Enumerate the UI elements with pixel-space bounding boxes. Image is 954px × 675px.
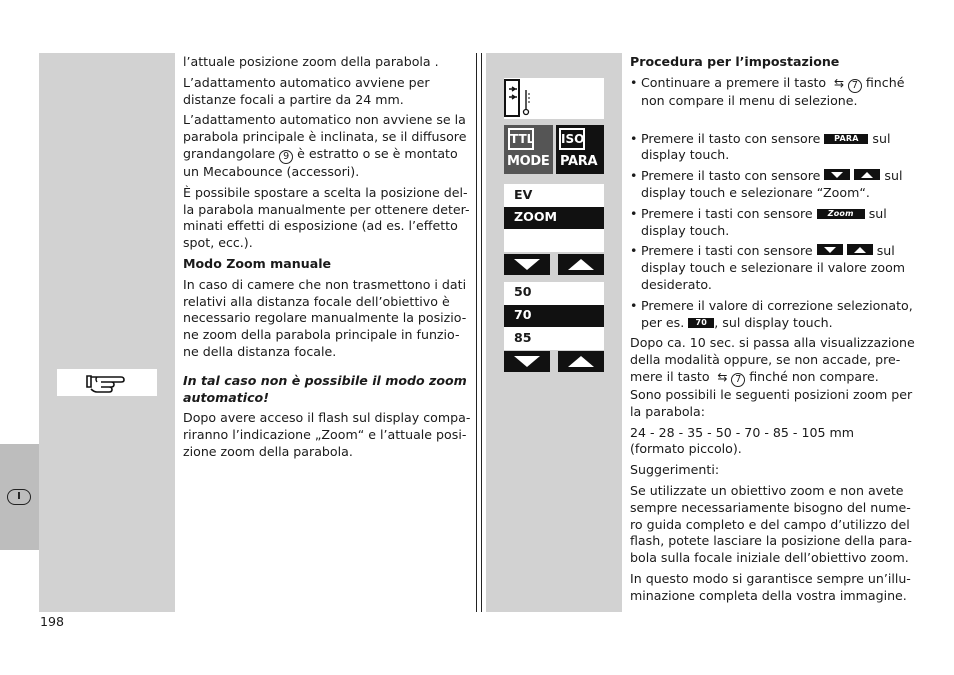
list-item xyxy=(630,75,920,110)
text: non compare il menu di selezione. xyxy=(641,92,858,108)
triangle-down-icon xyxy=(504,351,550,372)
triangle-down-icon xyxy=(504,254,550,275)
mode-label: MODE xyxy=(507,154,550,169)
note-icon-box xyxy=(57,369,157,396)
up-arrow-button[interactable] xyxy=(558,254,604,275)
iso-icon-frame: ISO xyxy=(559,128,585,150)
text: della modalità oppure, se non accade, pre- xyxy=(630,352,901,368)
zoom-value-70[interactable] xyxy=(504,305,604,327)
text-line: relativi alla distanza focale dell’obiettivo è xyxy=(183,293,450,309)
text-line: Se utilizzate un obiettivo zoom e non avete xyxy=(630,482,904,498)
list-item xyxy=(630,206,920,240)
text: Premere il tasto con sensore xyxy=(641,130,821,146)
reference-number: 7 xyxy=(731,373,745,387)
reference-number: 9 xyxy=(279,150,293,164)
paragraph xyxy=(630,483,920,567)
text: sul xyxy=(876,243,895,259)
column-divider xyxy=(476,53,477,612)
swap-arrows-icon: ⇆ xyxy=(830,75,848,90)
down-arrow-button[interactable] xyxy=(504,351,550,372)
text-line: bola sulla focale iniziale dell’obiettivo zoom. xyxy=(630,550,909,566)
zoom-positions: 24 - 28 - 35 - 50 - 70 - 85 - 105 mm xyxy=(630,424,855,440)
text: display touch e selezionare il valore zoom xyxy=(641,260,906,276)
text: mere il tasto xyxy=(630,368,710,384)
instruction-list xyxy=(630,75,920,332)
language-badge xyxy=(7,489,31,505)
para-key-icon: PARA xyxy=(824,134,868,144)
text: Premere il valore di correzione selezionato, xyxy=(641,297,913,313)
text-line: L’adattamento automatico avviene per xyxy=(183,74,430,90)
zoom-value-70-label: 70 xyxy=(514,307,532,322)
text: (formato piccolo). xyxy=(630,441,742,457)
text-line: è estratto o se è montato xyxy=(297,145,458,161)
flash-mode-box xyxy=(504,78,604,119)
language-label: I xyxy=(17,491,21,502)
triangle-up-icon xyxy=(558,351,604,372)
text-line: In caso di camere che non trasmettono i dati xyxy=(183,276,467,292)
zoom-key-icon: Zoom xyxy=(817,209,865,219)
up-key-icon xyxy=(854,169,880,180)
text: desiderato. xyxy=(641,276,712,292)
text-line: spot, ecc.). xyxy=(183,235,253,251)
reference-number: 7 xyxy=(848,79,862,93)
zoom-values-box xyxy=(504,282,604,350)
menu-item-ev[interactable]: EV xyxy=(514,187,533,202)
text-line: distanze focali a partire da 24 mm. xyxy=(183,91,404,107)
swap-arrows-icon: ⇆ xyxy=(713,369,732,384)
text-line: zione zoom della parabola. xyxy=(183,443,353,459)
triangle-up-icon xyxy=(558,254,604,275)
section-heading: Modo Zoom manuale xyxy=(183,255,332,271)
list-item xyxy=(630,243,920,293)
display-panel xyxy=(486,53,622,612)
text-line: parabola principale è inclinata, se il diffusore xyxy=(183,129,467,145)
column-divider xyxy=(481,53,482,612)
down-arrow-button[interactable] xyxy=(504,254,550,275)
text-line: Dopo avere acceso il flash sul display compa- xyxy=(183,410,471,426)
paragraph xyxy=(183,410,473,460)
text-line: necessario regolare manualmente la posizio- xyxy=(183,310,467,326)
list-item xyxy=(630,131,920,165)
right-text-column xyxy=(630,54,920,605)
zoom-value-85[interactable]: 85 xyxy=(514,330,532,345)
list-item xyxy=(630,168,920,202)
left-margin-column xyxy=(39,53,175,612)
text: Dopo ca. 10 sec. si passa alla visualizzazione xyxy=(630,335,915,351)
flash-zoom-icon xyxy=(504,78,604,119)
ttl-mode-button[interactable] xyxy=(504,125,553,174)
text: Premere il tasto con sensore xyxy=(641,168,821,184)
text-line: ne zoom della parabola principale in funzio- xyxy=(183,327,460,343)
list-item xyxy=(630,298,920,332)
iso-para-button[interactable] xyxy=(556,125,604,174)
text: display touch. xyxy=(641,147,730,163)
text: display touch e selezionare “Zoom“. xyxy=(641,184,870,200)
text-line: grandangolare xyxy=(183,145,276,161)
text: Continuare a premere il tasto xyxy=(641,74,827,90)
paragraph xyxy=(630,571,920,605)
text: finché xyxy=(865,74,905,90)
paragraph xyxy=(630,335,920,420)
text: Premere i tasti con sensore xyxy=(641,243,813,259)
menu-box xyxy=(504,184,604,252)
warning-note xyxy=(183,373,473,407)
paragraph xyxy=(183,112,473,180)
text-line: L’adattamento automatico non avviene se la xyxy=(183,112,466,128)
left-text-column xyxy=(183,54,473,461)
text-line: riranno l’indicazione „Zoom“ e l’attuale posi- xyxy=(183,427,467,443)
menu-item-zoom-label: ZOOM xyxy=(514,209,558,224)
page-number: 198 xyxy=(40,614,65,629)
text-line: un Mecabounce (accessori). xyxy=(183,163,360,179)
para-label: PARA xyxy=(560,154,598,169)
value-70-key-icon: 70 xyxy=(688,318,714,328)
paragraph: l’attuale posizione zoom della parabola . xyxy=(183,54,439,69)
text: sul xyxy=(872,130,891,146)
text: per es. xyxy=(641,314,685,330)
text-line: minati effetti di esposizione (ad es. l’effetto xyxy=(183,218,458,234)
down-key-icon xyxy=(824,169,850,180)
text: Sono possibili le seguenti posizioni zoom per xyxy=(630,386,913,402)
paragraph xyxy=(183,277,473,361)
menu-item-zoom[interactable] xyxy=(504,207,604,229)
text-line: minazione completa della vostra immagine. xyxy=(630,587,907,603)
text: finché non compare. xyxy=(749,368,879,384)
paragraph xyxy=(183,75,473,109)
text-line: ro guida completo e del campo d’utilizzo del xyxy=(630,516,910,532)
text-line: automatico! xyxy=(183,389,269,405)
pointing-hand-icon xyxy=(57,369,157,396)
paragraph xyxy=(183,185,473,252)
text-line: In tal caso non è possibile il modo zoom xyxy=(183,372,467,388)
text: sul xyxy=(884,168,903,184)
paragraph xyxy=(630,425,920,459)
zoom-value-50[interactable]: 50 xyxy=(514,284,532,299)
down-key-icon xyxy=(817,244,843,255)
text-line: sempre necessariamente bisogno del nume- xyxy=(630,499,911,515)
ttl-icon-frame: TTL xyxy=(508,128,534,150)
text-line: flash, potete lasciare la posizione della para- xyxy=(630,533,912,549)
text: sul xyxy=(868,205,887,221)
up-key-icon xyxy=(847,244,873,255)
text: , sul display touch. xyxy=(714,314,833,330)
section-heading: Procedura per l’impostazione xyxy=(630,54,840,69)
text: Premere i tasti con sensore xyxy=(641,205,813,221)
text: display touch. xyxy=(641,222,730,238)
up-arrow-button[interactable] xyxy=(558,351,604,372)
text-line: ne della distanza focale. xyxy=(183,343,337,359)
text: la parabola: xyxy=(630,403,705,419)
text-line: In questo modo si garantisce sempre un’illu- xyxy=(630,570,911,586)
text-line: È possibile spostare a scelta la posizione del- xyxy=(183,184,468,200)
tips-label: Suggerimenti: xyxy=(630,462,720,478)
text-line: la parabola manualmente per ottenere deter- xyxy=(183,201,470,217)
